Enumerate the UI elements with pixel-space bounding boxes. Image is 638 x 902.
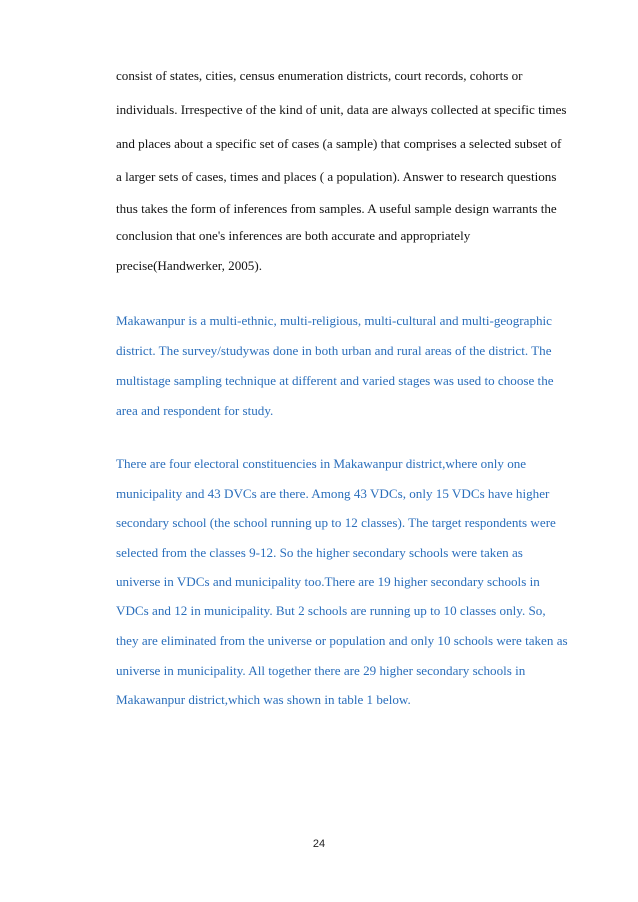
text-line: and places about a specific set of cases (a sample) that comprises a selected subset of	[116, 136, 562, 151]
text-line: There are four electoral constituencies in Makawanpur district,where only one	[116, 456, 527, 471]
text-line: precise(Handwerker, 2005).	[116, 258, 262, 273]
page-number: 24	[312, 838, 326, 850]
text-line: they are eliminated from the universe or population and only 10 schools were taken as	[116, 633, 568, 648]
text-line: consist of states, cities, census enumeration districts, court records, cohorts or	[116, 68, 523, 83]
text-line: municipality and 43 DVCs are there. Among 43 VDCs, only 15 VDCs have higher	[116, 486, 550, 501]
text-line: universe in VDCs and municipality too.There are 19 higher secondary schools in	[116, 574, 540, 589]
text-line: Makawanpur is a multi-ethnic, multi-religious, multi-cultural and multi-geographic	[116, 313, 552, 328]
text-line: selected from the classes 9-12. So the higher secondary schools were taken as	[116, 545, 523, 560]
text-line: thus takes the form of inferences from samples. A useful sample design warrants the	[116, 201, 557, 216]
text-line: individuals. Irrespective of the kind of unit, data are always collected at specific times	[116, 102, 567, 117]
text-line: VDCs and 12 in municipality. But 2 schools are running up to 10 classes only. So,	[116, 603, 546, 618]
text-line: district. The survey/studywas done in both urban and rural areas of the district. The	[116, 343, 552, 358]
text-line: Makawanpur district,which was shown in table 1 below.	[116, 692, 411, 707]
text-line: a larger sets of cases, times and places ( a population). Answer to research questions	[116, 169, 557, 184]
text-line: multistage sampling technique at different and varied stages was used to choose the	[116, 373, 554, 388]
text-line: universe in municipality. All together there are 29 higher secondary schools in	[116, 663, 526, 678]
text-line: conclusion that one's inferences are both accurate and appropriately	[116, 228, 471, 243]
text-line: area and respondent for study.	[116, 403, 274, 418]
text-line: secondary school (the school running up to 12 classes). The target respondents were	[116, 515, 556, 530]
